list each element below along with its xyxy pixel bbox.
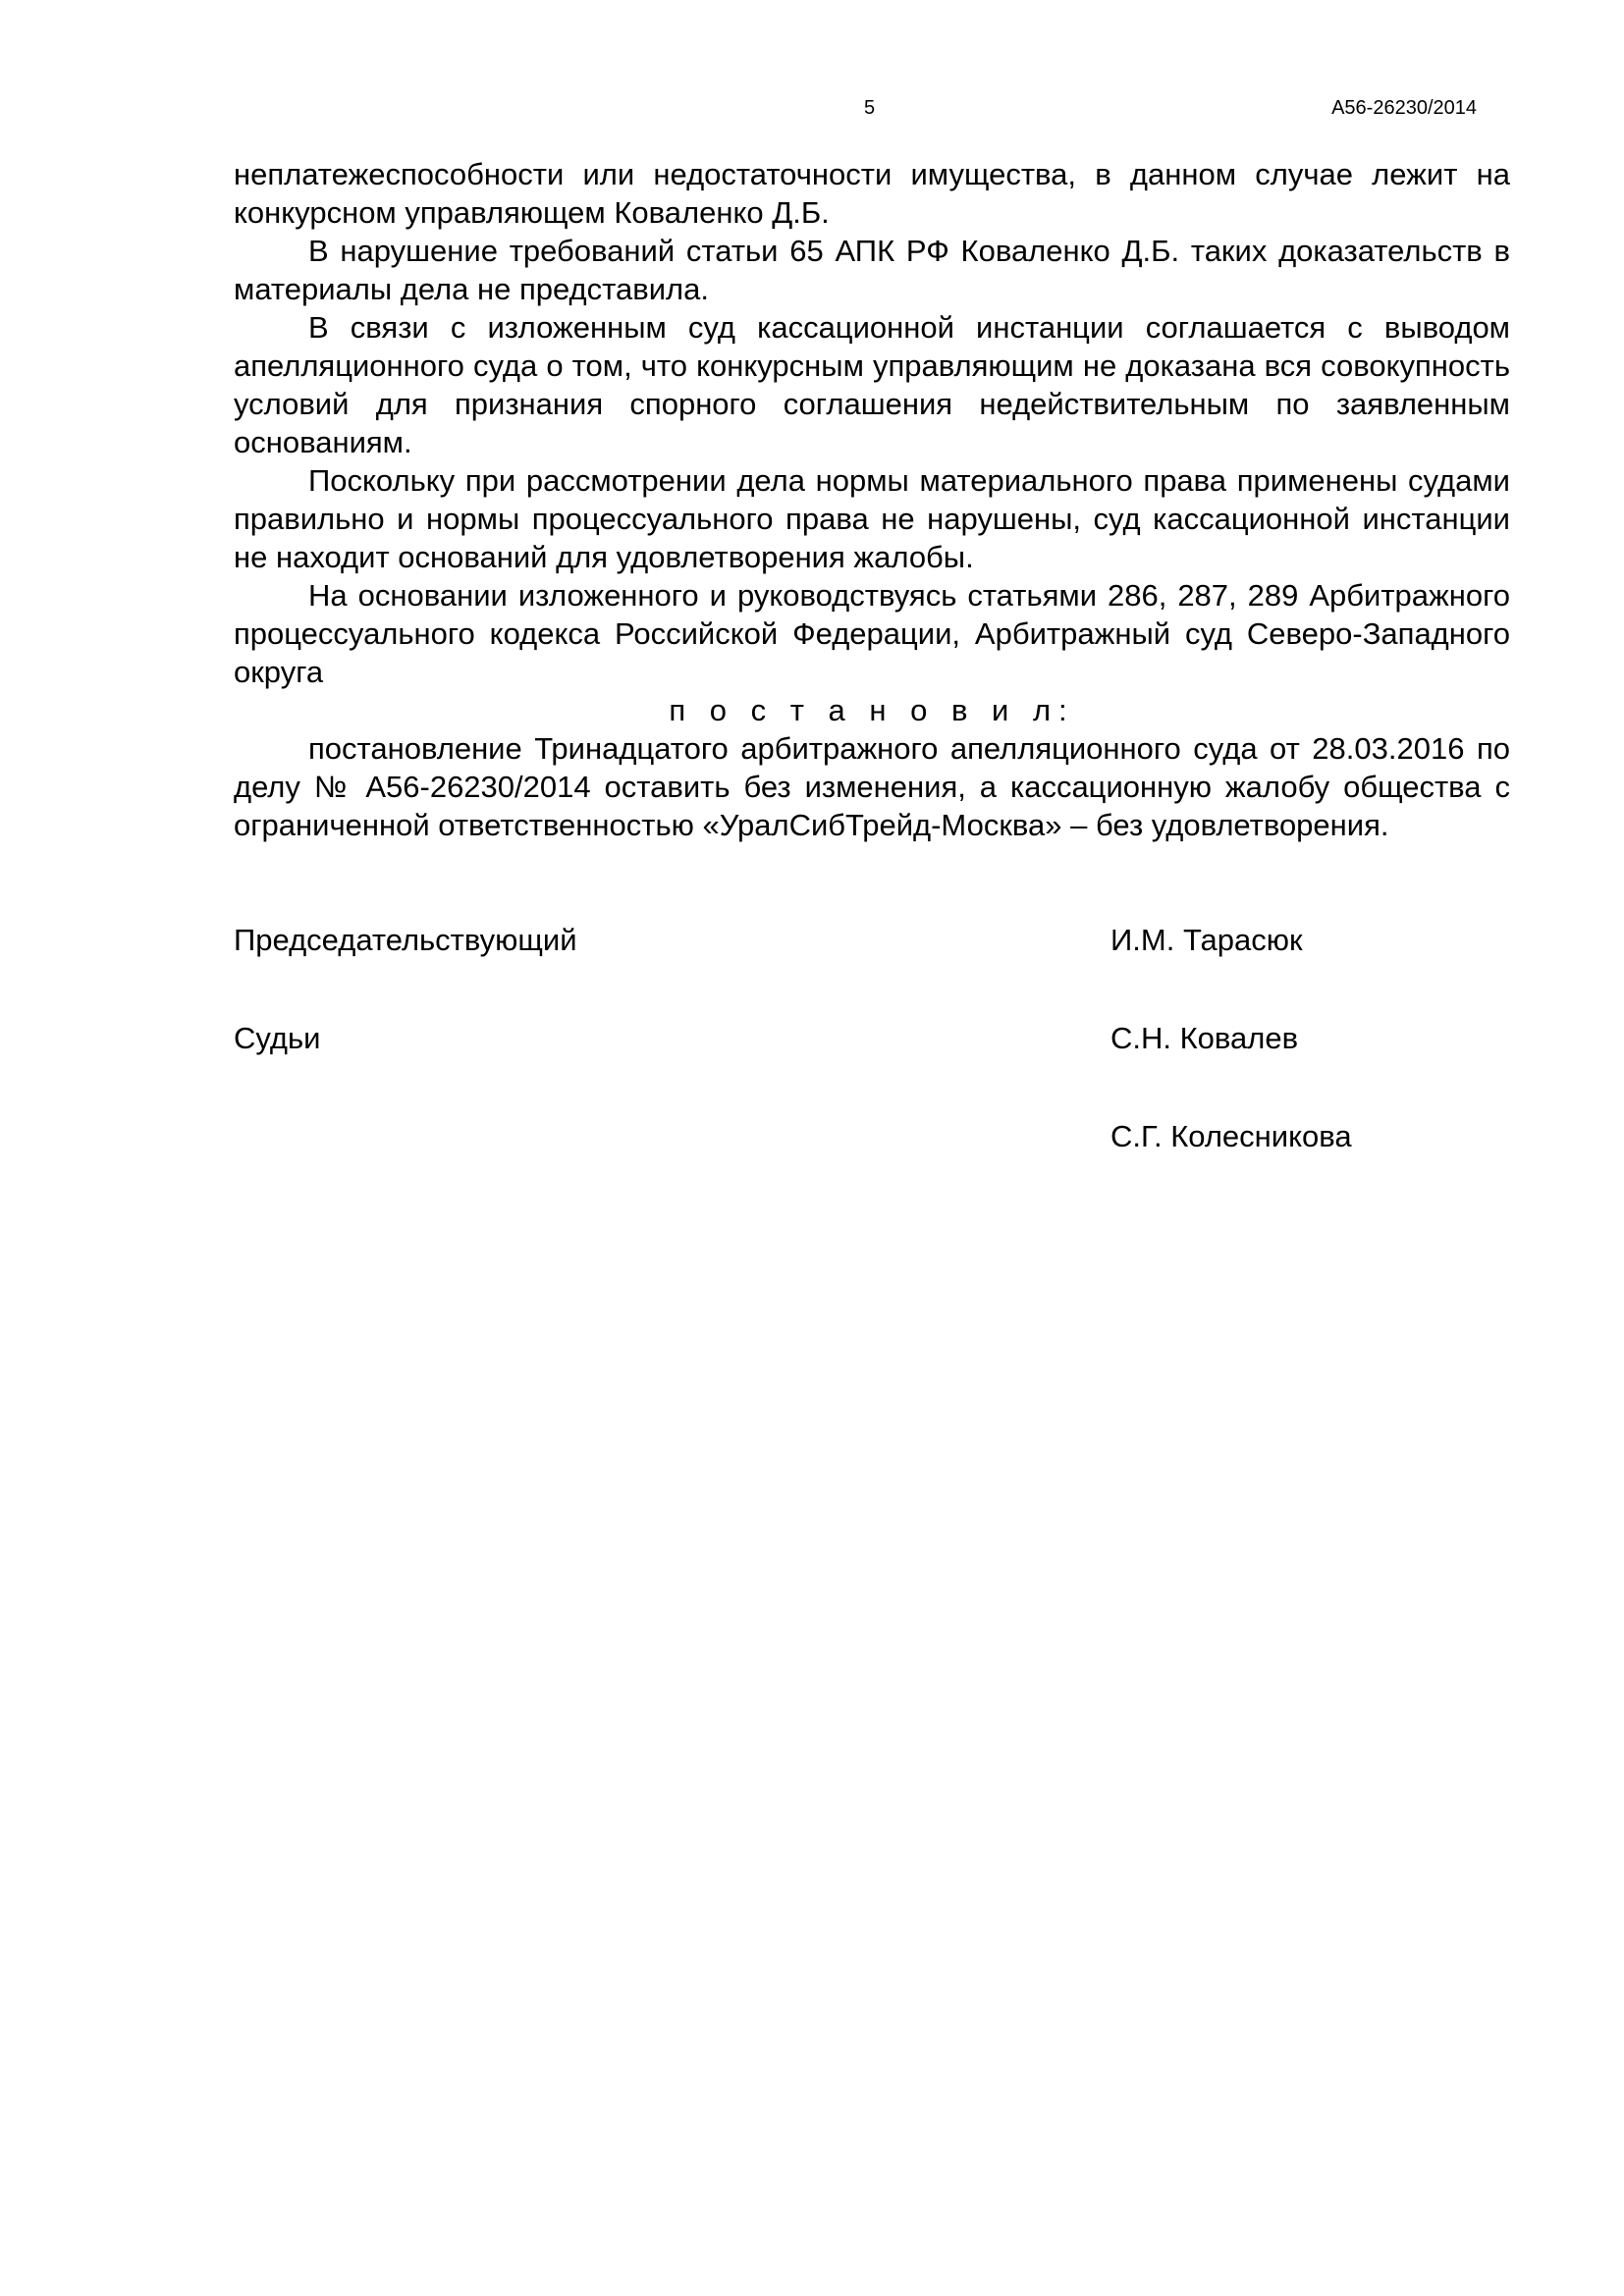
signature-row-judges [234,1019,1510,1057]
paragraph-ruling: постановление Тринадцатого арбитражного апелляционного суда от 28.03.2016 по делу № А56-26230/2014 оставить без изменения, а кассационную жалобу общества с ограниченной ответственностью «УралСибТрейд-Москва» – без удовлетворения. [234,731,1510,842]
resolution-heading: п о с т а н о в и л: [669,693,1075,727]
paragraph-continuation: неплатежеспособности или недостаточности имущества, в данном случае лежит на конкурсном управляющем Коваленко Д.Б. [234,157,1510,230]
judges-role: Судьи [234,1021,321,1055]
judge-name-2: С.Г. Колесникова [1110,1119,1352,1153]
paragraph-court-agreement: В связи с изложенным суд кассационной инстанции соглашается с выводом апелляционного суда о том, что конкурсным управляющим не доказана вся совокупность условий для признания спорного соглашения недействительным по заявленным основаниям. [234,310,1510,459]
signature-row-presiding [234,921,1510,959]
case-number: А56-26230/2014 [1331,97,1477,119]
judge-name-1: С.Н. Ковалев [1110,1021,1299,1055]
paragraph-evidence-violation: В нарушение требований статьи 65 АПК РФ Коваленко Д.Б. таких доказательств в материалы дела не представила. [234,234,1510,306]
signature-row-judge-2 [234,1117,1510,1155]
presiding-role: Председательствующий [234,923,577,957]
paragraph-law-applied: Поскольку при рассмотрении дела нормы материального права применены судами правильно и нормы процессуального права не нарушены, суд кассационной инстанции не находит оснований для удовлетворения жалобы. [234,463,1510,574]
presiding-name: И.М. Тарасюк [1110,923,1303,957]
page-number: 5 [864,97,876,119]
paragraph-legal-basis: На основании изложенного и руководствуясь статьями 286, 287, 289 Арбитражного процессуального кодекса Российской Федерации, Арбитражный суд Северо-Западного округа [234,578,1510,689]
document-body [234,155,1510,844]
